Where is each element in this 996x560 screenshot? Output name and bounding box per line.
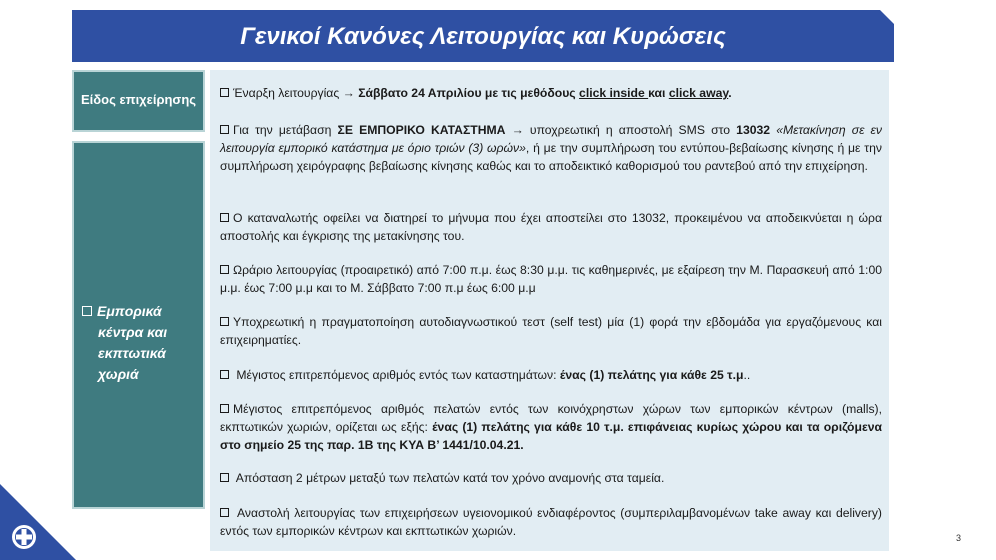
page-number: 3 (956, 533, 962, 543)
category-line: κέντρα και (98, 324, 168, 340)
checkbox-icon (220, 404, 229, 413)
checkbox-icon (220, 317, 229, 326)
checkbox-icon (220, 213, 229, 222)
business-category (82, 301, 200, 385)
category-line: χωριά (98, 366, 139, 382)
rule-item: Ωράριο λειτουργίας (προαιρετικό) από 7:00 π.μ. έως 8:30 μ.μ. τις καθημερινές, με εξαίρεση την Μ. Παρασκευή από 1:00 μ.μ. έως 7:00 μ.μ και το Μ. Σάββατο 7:00 π.μ έως 6:00 μ.μ (220, 263, 882, 295)
page-title: Γενικοί Κανόνες Λειτουργίας και Κυρώσεις (240, 23, 726, 50)
business-category-cell (72, 141, 205, 509)
rules-panel (210, 70, 889, 551)
checkbox-icon (220, 370, 229, 379)
title-banner (72, 10, 894, 62)
category-line: εκπτωτικά (98, 345, 166, 361)
business-type-header (72, 70, 205, 132)
rule-item: Υποχρεωτική η πραγματοποίηση αυτοδιαγνωστικού τεστ (self test) μία (1) φορά την εβδομάδα για εργαζόμενους και επιχειρηματίες. (220, 315, 882, 347)
rule-item: Αναστολή λειτουργίας των επιχειρήσεων υγειονομικού ενδιαφέροντος (συμπεριλαμβανομένων take away και delivery) εντός των εμπορικών κέντρων και εκπτωτικών χωριών. (220, 506, 882, 538)
rule-item: Απόσταση 2 μέτρων μεταξύ των πελατών κατά τον χρόνο αναμονής στα ταμεία. (220, 469, 882, 487)
business-type-label: Είδος επιχείρησης (80, 92, 197, 107)
checkbox-icon (220, 88, 229, 97)
checkbox-icon (220, 125, 229, 134)
checkbox-icon (220, 265, 229, 274)
category-line: Εμπορικά (97, 303, 162, 319)
rule-item: Ο καταναλωτής οφείλει να διατηρεί το μήνυμα που έχει αποστείλει στο 13032, προκειμένου να αποδεικνύεται η ώρα αποστολής και έγκρισης της μετακίνησης του. (220, 211, 882, 243)
rule-item: Έναρξη λειτουργίας → Σάββατο 24 Απριλίου με τις μεθόδους click inside και click away. (220, 84, 882, 102)
rule-item: Για την μετάβαση ΣΕ ΕΜΠΟΡΙΚΟ ΚΑΤΑΣΤΗΜΑ → υποχρεωτική η αποστολή SMS στο 13032 «Μετακίνηση σε εν λειτουργία εμπορικό κατάστημα με όριο τριών (3) ωρών», ή με την συμπλήρωση του εντύπου-βεβαίωσης κίνησης ή με την συμπλήρωση χειρόγραφης βεβαίωσης κίνησης καθώς και το αποδεικτικό καθορισμού του ραντεβού από την επιχείρηση. (220, 123, 883, 173)
rule-item: Μέγιστος επιτρεπόμενος αριθμός εντός των καταστημάτων: ένας (1) πελάτης για κάθε 25 τ.μ.. (220, 366, 882, 384)
checkbox-icon (220, 473, 229, 482)
greek-emblem-corner (0, 480, 80, 560)
checkbox-icon (220, 508, 229, 517)
rule-item: Μέγιστος επιτρεπόμενος αριθμός πελατών εντός των κοινόχρηστων χώρων των εμπορικών κέντρων (malls), εκπτωτικών χωριών, ορίζεται ως εξής: ένας (1) πελάτης για κάθε 10 τ.μ. επιφάνειας κυρίως χώρου και τα οριζόμενα στο σημείο 25 της παρ. 1Β της ΚΥΑ Β’ 1441/10.04.21. (220, 402, 882, 452)
checkbox-icon (82, 306, 92, 316)
